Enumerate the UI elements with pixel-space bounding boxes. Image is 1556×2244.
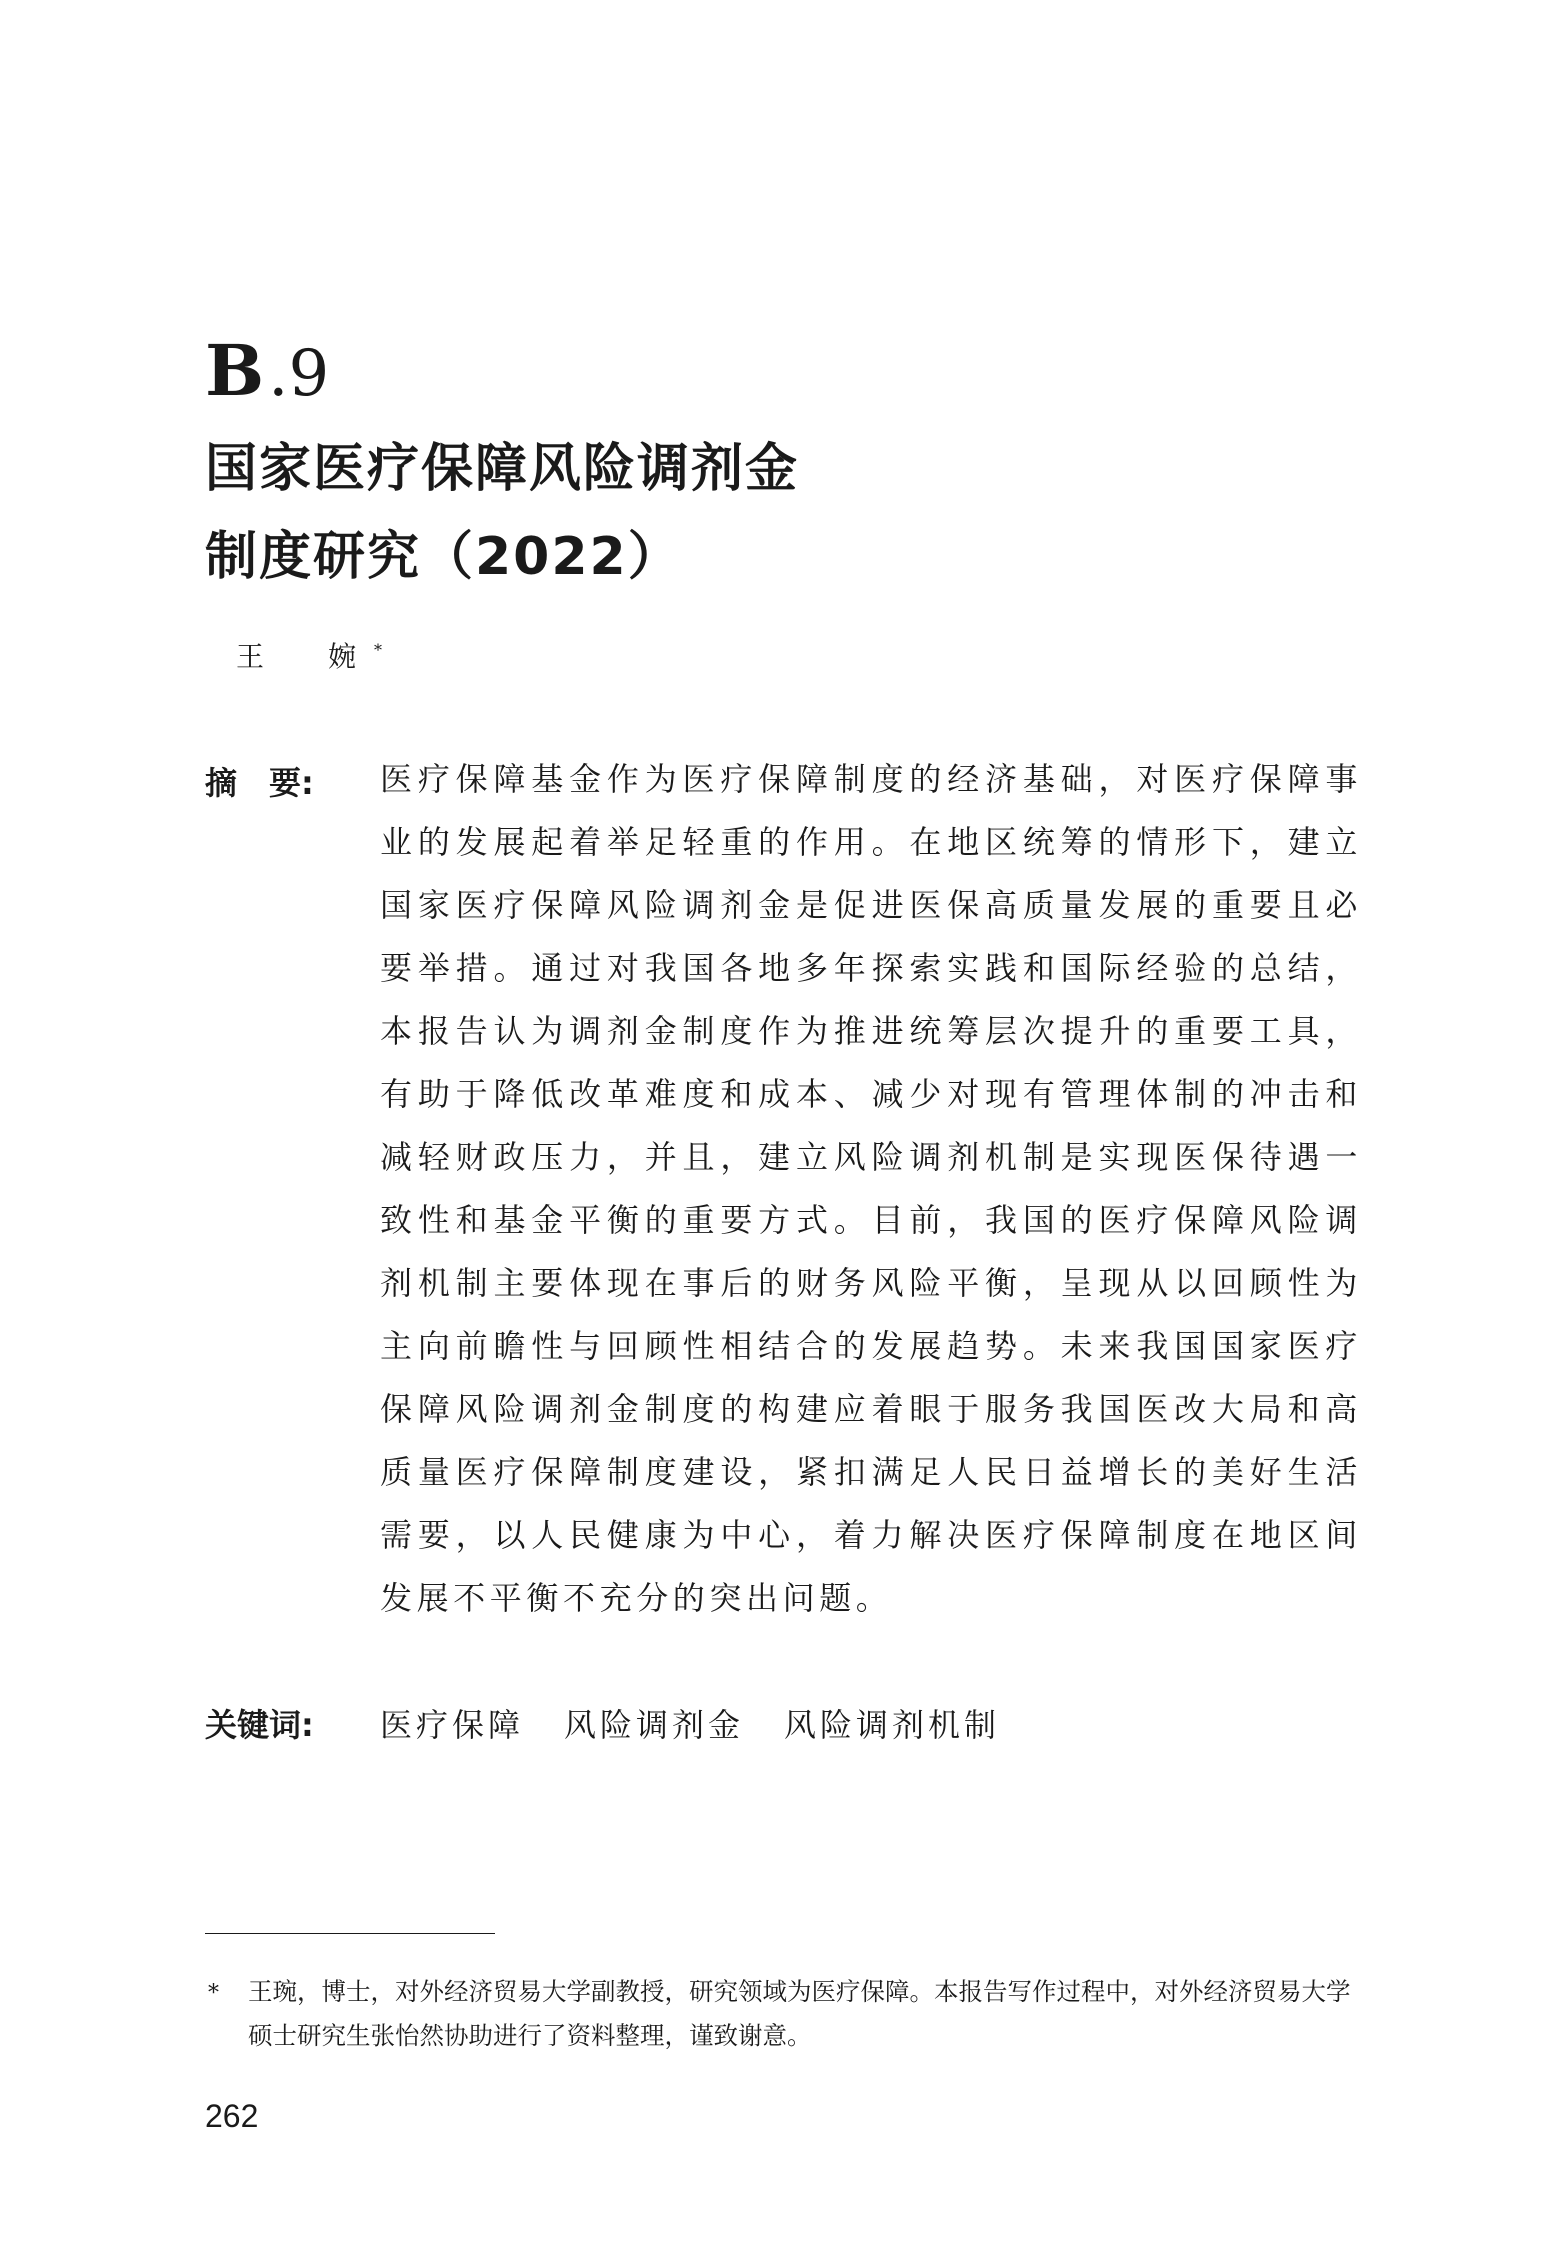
author-footnote-mark: * xyxy=(374,640,383,660)
chapter-mark xyxy=(205,329,330,412)
chapter-number: .9 xyxy=(268,337,330,411)
footnote-divider xyxy=(205,1933,495,1934)
title-line-1: 国家医疗保障风险调剂金 xyxy=(205,439,800,499)
chapter-letter: B xyxy=(205,329,263,412)
page-number: 262 xyxy=(205,2098,259,2134)
abstract-label: 摘 要: xyxy=(205,764,314,802)
author-name: 王 婉 xyxy=(236,640,375,673)
footnote-text: 王琬，博士，对外经济贸易大学副教授，研究领域为医疗保障。本报告写作过程中，对外经济贸易大学硕士研究生张怡然协助进行了资料整理，谨致谢意。 xyxy=(248,1977,1351,2050)
title-line-2: 制度研究（2022） xyxy=(205,527,682,587)
footnote xyxy=(208,1970,1362,2058)
keywords-list xyxy=(380,1700,1000,1746)
keyword-item: 风险调剂金 xyxy=(564,1706,745,1744)
abstract-text: 医疗保障基金作为医疗保障制度的经济基础，对医疗保障事业的发展起着举足轻重的作用。在地区统筹的情形下，建立国家医疗保障风险调剂金是促进医保高质量发展的重要且必要举措。通过对我国各地多年探索实践和国际经验的总结，本报告认为调剂金制度作为推进统筹层次提升的重要工具，有助于降低改革难度和成本、减少对现有管理体制的冲击和减轻财政压力，并且，建立风险调剂机制是实现医保待遇一致性和基金平衡的重要方式。目前，我国的医疗保障风险调剂机制主要体现在事后的财务风险平衡，呈现从以回顾性为主向前瞻性与回顾性相结合的发展趋势。未来我国国家医疗保障风险调剂金制度的构建应着眼于服务我国医改大局和高质量医疗保障制度建设，紧扣满足人民日益增长的美好生活需要，以人民健康为中心，着力解决医疗保障制度在地区间发展不平衡不充分的突出问题。 xyxy=(380,760,1362,1617)
keyword-item: 风险调剂机制 xyxy=(784,1706,1001,1744)
author xyxy=(236,635,382,675)
keywords-label: 关键词: xyxy=(205,1706,314,1744)
keyword-item: 医疗保障 xyxy=(380,1706,525,1744)
footnote-mark: * xyxy=(208,1981,219,2006)
chapter-title xyxy=(205,425,799,601)
